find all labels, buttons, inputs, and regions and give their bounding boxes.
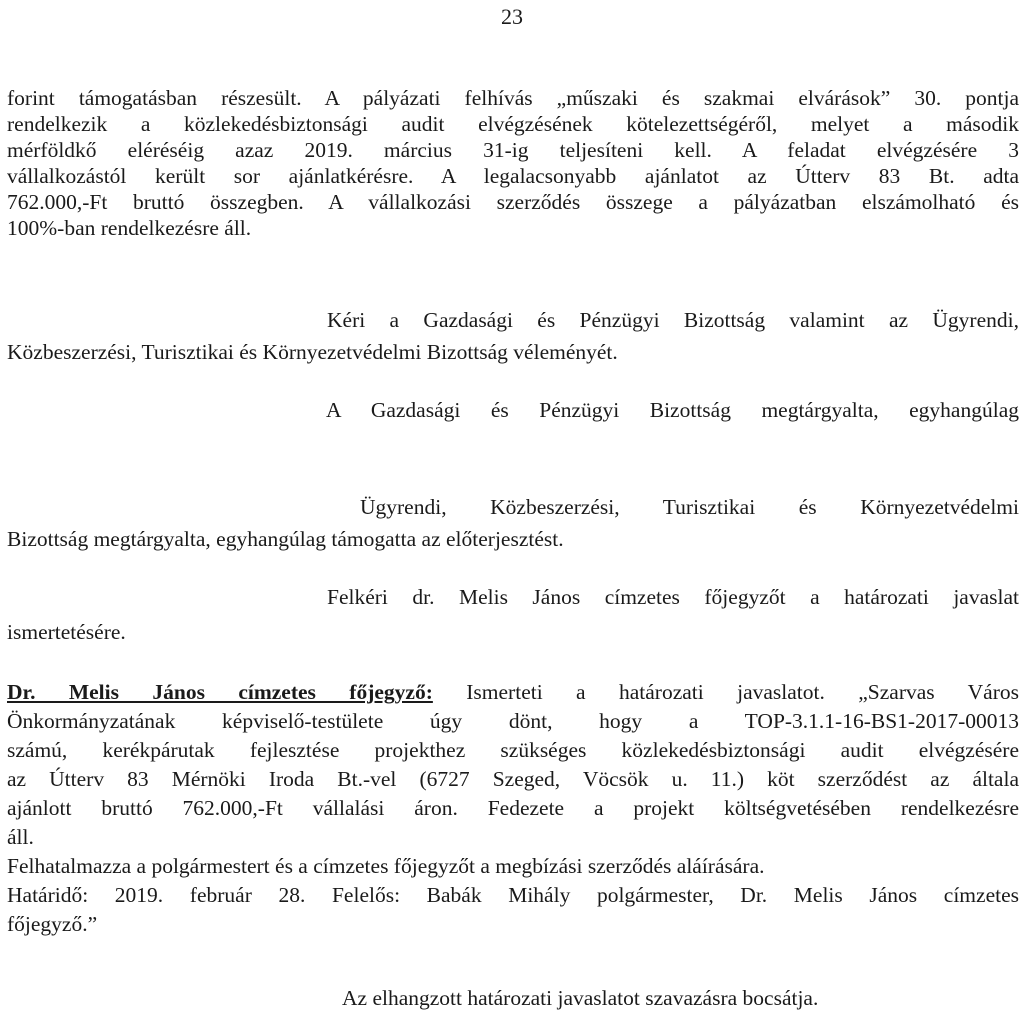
text-line: Felhatalmazza a polgármestert és a címzetes főjegyzőt a megbízási szerződés aláírására. [7,854,765,878]
text-line: Közbeszerzési, Turisztikai és Környezetvédelmi Bizottság véleményét. [7,340,618,364]
text-line [7,678,1019,707]
text-line: 762.000,-Ft bruttó összegben. A vállalkozási szerződés összege a pályázatban elszámolható és [7,190,1019,214]
text-line: ajánlott bruttó 762.000,-Ft vállalási áron. Fedezete a projekt költségvetésében rendelkezésre [7,796,1019,820]
text-line: Önkormányzatának képviselő-testülete úgy dönt, hogy a TOP-3.1.1-16-BS1-2017-00013 [7,709,1019,733]
text-line: forint támogatásban részesült. A pályázati felhívás „műszaki és szakmai elvárások” 30. pontja [7,86,1019,110]
text-line: 100%-ban rendelkezésre áll. [7,216,252,240]
text-line: Kéri a Gazdasági és Pénzügyi Bizottság valamint az Ügyrendi, [327,308,1019,332]
text-line: az Útterv 83 Mérnöki Iroda Bt.-vel (6727 Szeged, Vöcsök u. 11.) köt szerződést az általa [7,767,1019,791]
text-line: áll. [7,825,34,849]
text-line: Felkéri dr. Melis János címzetes főjegyzőt a határozati javaslat [327,585,1019,609]
text-line: Határidő: 2019. február 28. Felelős: Babák Mihály polgármester, Dr. Melis János címzetes [7,883,1019,907]
text-line: mérföldkő eléréséig azaz 2019. március 31-ig teljesíteni kell. A feladat elvégzésére 3 [7,138,1019,162]
text-line: A Gazdasági és Pénzügyi Bizottság megtárgyalta, egyhangúlag [326,398,1019,422]
text-line: vállalkozástól került sor ajánlatkérésre. A legalacsonyabb ajánlatot az Útterv 83 Bt. adta [7,164,1019,188]
text-line: számú, kerékpárutak fejlesztése projekthez szükséges közlekedésbiztonsági audit elvégzésére [7,738,1019,762]
paragraph-resolution-proposal [7,678,1019,939]
text-line: rendelkezik a közlekedésbiztonsági audit elvégzésének kötelezettségéről, melyet a második [7,112,1019,136]
text-line: Az elhangzott határozati javaslatot szavazásra bocsátja. [342,986,819,1010]
paragraph-project-background [7,85,1019,241]
text-segment: Ismerteti a határozati javaslatot. „Szarvas Város [466,680,1020,704]
text-line: Ügyrendi, Közbeszerzési, Turisztikai és Környezetvédelmi [360,495,1019,519]
text-line: ismertetésére. [7,620,126,644]
page-number: 23 [501,4,523,29]
text-line: főjegyző.” [7,912,98,936]
text-line: Bizottság megtárgyalta, egyhangúlag támogatta az előterjesztést. [7,527,564,551]
speaker-name: Dr. Melis János címzetes főjegyző: [7,680,433,704]
